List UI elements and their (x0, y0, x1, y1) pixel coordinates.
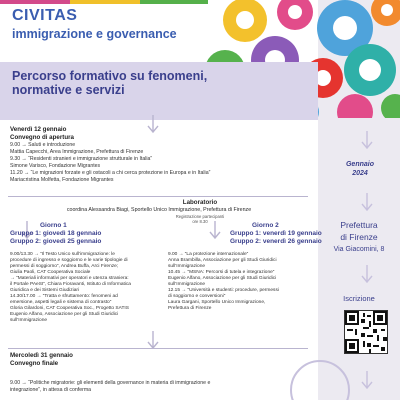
program-line: 9.00 → “Politiche migratorie: gli elementi della governance in materia di immigrazione e (10, 380, 211, 386)
event-year: 2024 (352, 170, 368, 177)
program-line: di soggiorno e conversioni” (168, 294, 226, 299)
day2-group2: Gruppo 2: venerdì 26 gennaio (230, 238, 322, 245)
arrow-down-icon (360, 192, 374, 212)
program-line: Giulia Paoli, CAT Cooperativa Sociale (10, 270, 91, 275)
closing-label: Convegno finale (10, 360, 59, 367)
program-line: Anna Brambilla, Associazione per gli Studi Giuridici (168, 258, 277, 263)
program-line: Simone Varisco, Fondazione Migrantes (10, 163, 101, 169)
closing-section (10, 352, 73, 368)
project-title: CIVITAS (12, 7, 78, 24)
event-month: Gennaio (345, 161, 374, 168)
opening-section (10, 126, 74, 142)
program-line: → “Materiali informativi per operatori e utenza straniera: (10, 276, 129, 281)
arrow-down-icon (146, 114, 160, 134)
day1-group1: Gruppo 1: giovedì 18 gennaio (10, 230, 102, 237)
program-line: sull’Immigrazione (10, 318, 48, 323)
lab-coordinator: coordina Alessandra Biagi, Sportello Unico Immigrazione, Prefettura di Firenze (66, 207, 252, 213)
arrow-down-icon (360, 264, 374, 284)
program-line: Mariacristina Molfetta, Fondazione Migrantes (10, 177, 114, 183)
day1-program (10, 252, 160, 324)
program-line: permessi di soggiorno”, Andrea Buffa, Arci Firenze; (10, 264, 119, 269)
registration-note: Registrazione partecipanti (175, 214, 225, 219)
venue-address: Via Giacomini, 8 (333, 246, 385, 253)
program-line: 9.30 → “Residenti stranieri e immigrazione strutturale in Italia” (10, 156, 153, 162)
program-line: 14.30/17.00 → “Tratta e sfruttamento: fenomeni ad (10, 294, 118, 299)
closing-program (10, 380, 280, 394)
program-line: Mattia Capecchi, Area Immigrazione, Prefettura di Firenze (10, 149, 144, 155)
program-line: sull’Immigrazione (168, 264, 206, 269)
opening-program (10, 142, 310, 184)
day2-title: Giorno 2 (252, 222, 279, 229)
program-line: emersione, aspetti legali e sistema di contrasto” (10, 300, 112, 305)
course-title: Percorso formativo su fenomeni, normative e servizi (12, 69, 208, 97)
program-line: 9.00/13.30 → “Il Testo Unico sull’immigrazione: le (10, 252, 115, 257)
lab-title: Laboratorio (182, 199, 218, 206)
opening-date: Venerdì 12 gennaio (10, 126, 67, 133)
color-bar-segment (0, 0, 70, 4)
program-line: Prefettura di Firenze (168, 306, 212, 311)
program-line: 10.45 → “MSNA: Percorsi di tutela e integrazione” (168, 270, 275, 275)
program-line: Giuridica e dei Sistemi Giudiziari (10, 288, 80, 293)
day1-group2: Gruppo 2: giovedì 25 gennaio (10, 238, 102, 245)
program-line: sull’Immigrazione (168, 282, 206, 287)
venue-line2: di Firenze (340, 232, 378, 242)
program-line: Gloria Gilardoni, CAT Cooperativa Soc., Progetto SATIS (10, 306, 129, 311)
section-divider (8, 196, 308, 197)
registration-time: ore 8.30 (192, 219, 208, 224)
color-bar-segment (70, 0, 140, 4)
day1-title: Giorno 1 (40, 222, 67, 229)
arrow-down-icon (208, 220, 222, 240)
venue-line1: Prefettura (340, 220, 378, 230)
program-line: 9.00 → Saluti e introduzione (10, 142, 76, 148)
program-line: 9.00 → “La protezione internazionale” (168, 252, 249, 257)
program-line: 12.15 → “Università e studenti: procedure, permessi (168, 288, 279, 293)
arrow-down-icon (360, 130, 374, 150)
program-line: Eugenio Alfano, Associazione per gli Studi Giuridici (10, 312, 119, 317)
project-subtitle: immigrazione e governance (12, 27, 177, 41)
arrow-down-icon (146, 330, 160, 350)
opening-label: Convegno di apertura (10, 134, 74, 141)
section-divider (8, 348, 308, 349)
day2-group1: Gruppo 1: venerdì 19 gennaio (230, 230, 322, 237)
day2-program (168, 252, 316, 312)
top-color-bar (0, 0, 208, 4)
program-line: Laura Gargani, Sportello Unico Immigrazione, (168, 300, 266, 305)
arrow-down-icon (360, 370, 374, 390)
closing-date: Mercoledì 31 gennaio (10, 352, 73, 359)
program-line: il Portale PAeSI”, Chiara Fioravanti, Istituto di Informatica (10, 282, 131, 287)
program-line: Eugenio Alfano, Associazione per gli Studi Giuridici (168, 276, 277, 281)
program-line: integrazione”, in attesa di conferma (10, 387, 92, 393)
color-bar-segment (140, 0, 208, 4)
signup-qr-code[interactable] (344, 310, 388, 354)
program-line: 11.20 → “Le migrazioni forzate e gli ostacoli a chi cerca protezione in Europa e in Italia” (10, 170, 211, 176)
signup-label: Iscrizione (343, 294, 375, 303)
program-line: procedure di ingresso e soggiorno e le varie tipologie di (10, 258, 128, 263)
